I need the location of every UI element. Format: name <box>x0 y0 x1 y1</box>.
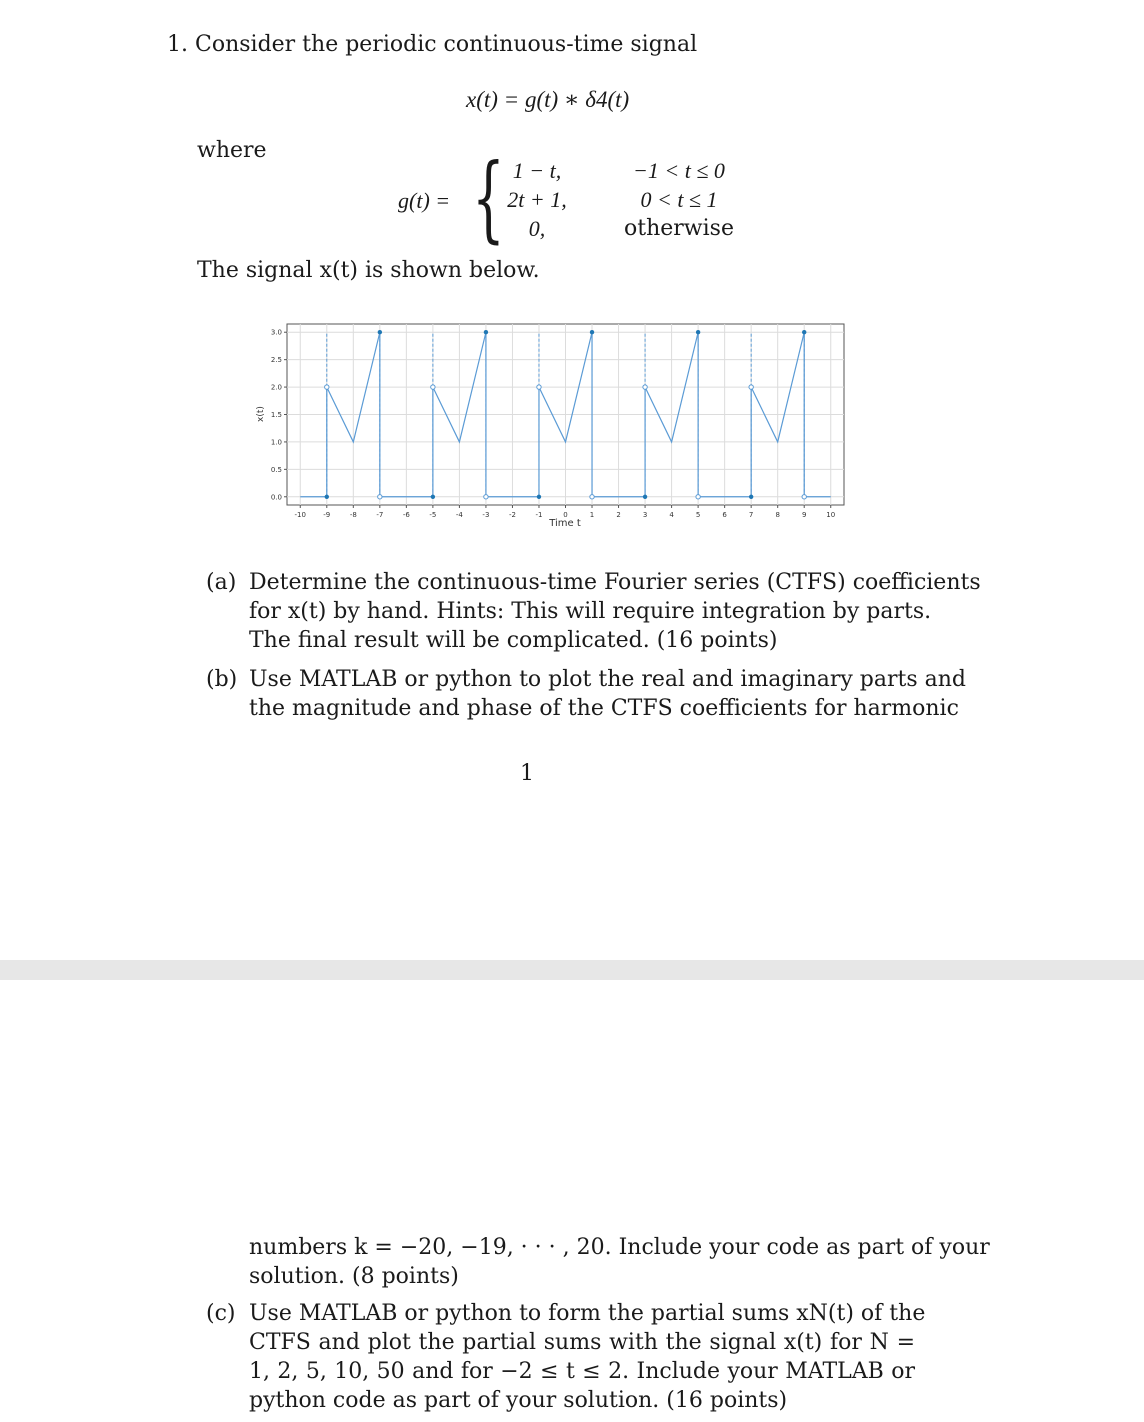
problem-intro-text: Consider the periodic continuous-time signal <box>195 32 698 57</box>
page-number: 1 <box>520 761 534 786</box>
shown-below-text: The signal x(t) is shown below. <box>197 258 540 283</box>
part-a-label: (a) <box>206 570 237 595</box>
x-tick-label: -5 <box>429 511 437 519</box>
part-c-line: 1, 2, 5, 10, 50 and for −2 ≤ t ≤ 2. Include your MATLAB or <box>249 1359 915 1384</box>
filled-marker <box>590 330 594 334</box>
filled-marker <box>378 330 382 334</box>
x-axis-label: Time t <box>549 518 581 529</box>
part-c-line: CTFS and plot the partial sums with the signal x(t) for N = <box>249 1330 915 1355</box>
x-tick-label: 9 <box>801 511 807 519</box>
x-tick-label: 7 <box>748 511 754 519</box>
x-tick-label: -6 <box>402 511 410 519</box>
y-tick-label: 2.0 <box>270 383 282 392</box>
open-marker <box>431 385 435 389</box>
open-marker <box>484 495 488 499</box>
open-marker <box>643 385 647 389</box>
x-tick-label: -4 <box>455 511 463 519</box>
x-tick-label: 0 <box>563 511 568 519</box>
g-lhs: g(t) = <box>398 188 451 213</box>
x-tick-label: -10 <box>294 511 306 519</box>
filled-marker <box>643 495 647 499</box>
case-expr: 1 − t, <box>512 158 562 183</box>
part-b-line: solution. (8 points) <box>249 1264 459 1289</box>
open-marker <box>590 495 594 499</box>
x-tick-label: 3 <box>642 511 648 519</box>
problem-intro <box>167 30 697 59</box>
part-a-line: for x(t) by hand. Hints: This will require integration by parts. <box>249 599 932 624</box>
left-brace: { <box>472 144 505 253</box>
x-tick-label: 10 <box>826 511 836 519</box>
y-tick-label: 0.0 <box>270 493 282 502</box>
case-row <box>490 185 740 214</box>
x-tick-label: 1 <box>589 511 595 519</box>
case-cond: −1 < t ≤ 0 <box>633 158 725 183</box>
part-b-continued <box>249 1233 990 1291</box>
x-tick-label: -3 <box>482 511 490 519</box>
x-tick-label: -8 <box>349 511 357 519</box>
y-axis-label: x(t) <box>256 406 266 422</box>
x-tick-label: -2 <box>508 511 516 519</box>
filled-marker <box>431 495 435 499</box>
filled-marker <box>749 495 753 499</box>
case-expr: 2t + 1, <box>507 187 567 212</box>
filled-marker <box>484 330 488 334</box>
y-tick-label: 3.0 <box>270 328 282 337</box>
x-tick-label: 4 <box>669 511 674 519</box>
x-tick-label: 6 <box>722 511 727 519</box>
page-separator <box>0 960 1144 980</box>
y-tick-label: 1.5 <box>270 411 282 419</box>
part-b-text <box>249 665 966 723</box>
open-marker <box>696 495 700 499</box>
case-expr: 0, <box>528 216 546 241</box>
case-row <box>490 214 740 243</box>
part-c-text <box>249 1299 926 1415</box>
y-tick-label: 0.5 <box>270 465 282 474</box>
open-marker <box>537 385 541 389</box>
part-b-line: the magnitude and phase of the CTFS coefficients for harmonic <box>249 696 959 721</box>
part-a-line: The final result will be complicated. (16 points) <box>249 628 778 653</box>
main-equation: x(t) = g(t) ∗ δ4(t) <box>466 87 630 112</box>
signal-plot <box>250 318 850 538</box>
part-b-label: (b) <box>206 667 238 692</box>
filled-marker <box>325 495 329 499</box>
x-tick-label: 2 <box>616 511 621 519</box>
part-b-line: Use MATLAB or python to plot the real and imaginary parts and <box>249 667 966 692</box>
x-tick-label: -7 <box>376 511 384 519</box>
x-tick-label: 5 <box>695 511 701 519</box>
y-tick-label: 1.0 <box>270 438 282 447</box>
open-marker <box>802 495 806 499</box>
part-b-line: numbers k = −20, −19, · · · , 20. Include your code as part of your <box>249 1235 990 1260</box>
x-tick-label: -9 <box>323 511 331 519</box>
part-a-line: Determine the continuous-time Fourier series (CTFS) coefficients <box>249 570 981 595</box>
piecewise-cases <box>490 156 740 243</box>
y-tick-label: 2.5 <box>270 356 282 365</box>
part-c-label: (c) <box>206 1301 236 1326</box>
problem-number: 1. <box>167 32 188 57</box>
where-label: where <box>197 138 267 163</box>
part-c-line: python code as part of your solution. (16 points) <box>249 1388 788 1413</box>
open-marker <box>378 495 382 499</box>
open-marker <box>749 385 753 389</box>
filled-marker <box>802 330 806 334</box>
part-a-text <box>249 568 981 655</box>
open-marker <box>325 385 329 389</box>
x-tick-label: -1 <box>535 511 543 519</box>
x-tick-label: 8 <box>775 511 780 519</box>
case-cond: 0 < t ≤ 1 <box>640 187 718 212</box>
part-c-line: Use MATLAB or python to form the partial sums xN(t) of the <box>249 1301 926 1326</box>
case-cond: otherwise <box>624 216 734 241</box>
filled-marker <box>537 495 541 499</box>
filled-marker <box>696 330 700 334</box>
case-row <box>490 156 740 185</box>
